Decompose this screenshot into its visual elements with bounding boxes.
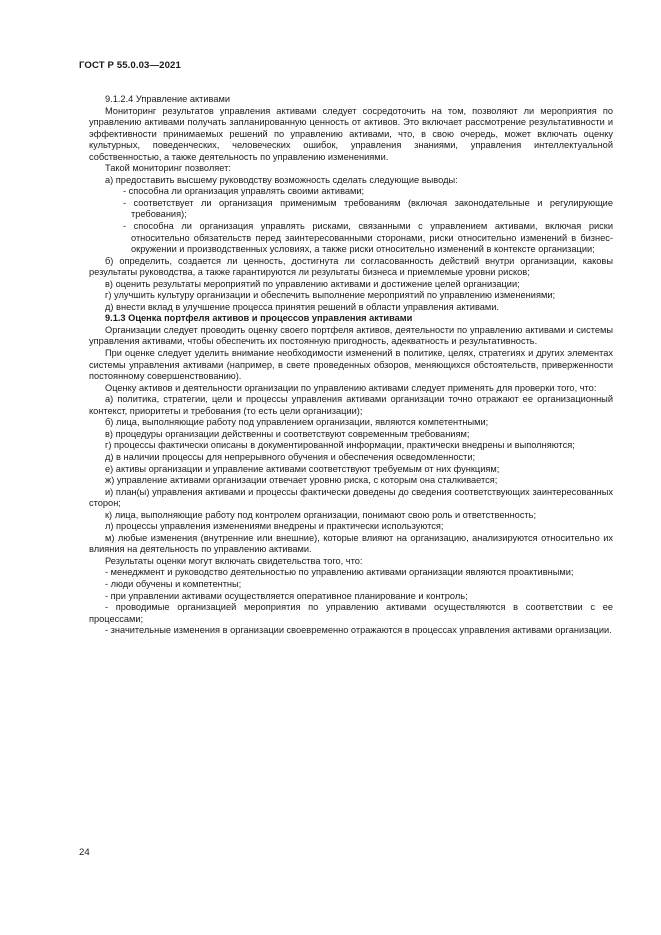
paragraph: е) активы организации и управление активами соответствуют требуемым от них функциям; (105, 463, 500, 474)
paragraph: - при управлении активами осуществляется оперативное планирование и контроль; (105, 590, 468, 601)
paragraph: м) любые изменения (внутренние или внешние), которые влияют на организацию, анализируются относительно их влияния на деятельность по управлению активами. (89, 532, 613, 555)
document-body (89, 94, 613, 637)
paragraph: а) предоставить высшему руководству возможность сделать следующие выводы: (105, 174, 458, 185)
paragraph: Оценку активов и деятельности организации по управлению активами следует применять для проверки того, что: (105, 382, 597, 393)
paragraph: и) план(ы) управления активами и процессы фактически доведены до сведения соответствующих заинтересованных сторон; (89, 486, 613, 509)
document-code-header: ГОСТ Р 55.0.03—2021 (79, 60, 181, 71)
paragraph: д) внести вклад в улучшение процесса принятия решений в области управления активами. (105, 301, 499, 312)
paragraph: д) в наличии процессы для непрерывного обучения и обеспечения осведомленности; (105, 451, 476, 462)
paragraph: г) процессы фактически описаны в документированной информации, практически внедрены и выполняются; (105, 440, 575, 451)
list-item: - способна ли организация управлять рисками, связанными с управлением активами, включая риски относительно обязательств перед заинтересованными сторонами, риски относительно изменений в бизнес-окружении и производственных условиях, а также риски относительно изменений в контексте организации; (123, 221, 613, 255)
list-item: - соответствует ли организация применимым требованиям (включая законодательные и регулирующие требования); (123, 197, 613, 220)
paragraph: - люди обучены и компетентны; (105, 578, 242, 589)
paragraph: - значительные изменения в организации своевременно отражаются в процессах управления активами организации. (105, 625, 612, 636)
paragraph: в) оценить результаты мероприятий по управлению активами и достижение целей организации; (105, 278, 520, 289)
paragraph: б) лица, выполняющие работу под управлением организации, являются компетентными; (105, 417, 489, 428)
paragraph: Результаты оценки могут включать свидетельства того, что: (105, 555, 363, 566)
page-number: 24 (79, 847, 90, 858)
paragraph: 9.1.2.4 Управление активами (105, 94, 231, 104)
paragraph: к) лица, выполняющие работу под контролем организации, понимают свою роль и ответственность; (105, 509, 537, 520)
paragraph: - менеджмент и руководство деятельностью по управлению активами организации являются проактивными; (105, 567, 574, 578)
section-heading: 9.1.3 Оценка портфеля активов и процессов управления активами (105, 313, 413, 324)
paragraph: Организации следует проводить оценку своего портфеля активов, деятельности по управлению активами и системы управления активами, чтобы обеспечить их постоянную пригодность, адекватность и результативность. (89, 324, 613, 347)
paragraph: б) определить, создается ли ценность, достигнута ли согласованность действий внутри организации, каковы результаты руководства, а также гарантируются ли результаты бизнеса и приемлемые уровни рисков; (89, 255, 613, 278)
paragraph: Такой мониторинг позволяет: (105, 163, 231, 174)
paragraph: г) улучшить культуру организации и обеспечить выполнение мероприятий по управлению изменениями; (105, 290, 556, 301)
list-item: - способна ли организация управлять своими активами; (123, 186, 365, 197)
paragraph: в) процедуры организации действенны и соответствуют современным требованиям; (105, 428, 470, 439)
paragraph: Мониторинг результатов управления активами следует сосредоточить на том, позволяют ли мероприятия по управлению активами получать запланированную ценность от активов. Это включает рассмотрение результативности и эффективности принимаемых решений по управлению активами, что, в свою очередь, может включать оценку культурных, поведенческих, человеческих ошибок, управления знаниями, управления интеллектуальной собственностью, а также деятельность по управлению изменениями. (89, 105, 613, 162)
paragraph: л) процессы управления изменениями внедрены и практически используются; (105, 521, 444, 532)
paragraph: ж) управление активами организации отвечает уровню риска, с которым она сталкивается; (105, 475, 498, 486)
paragraph: При оценке следует уделить внимание необходимости изменений в политике, целях, стратегиях и других элементах системы управления активами (например, в свете проведенных обзоров, меняющихся обстоятельств, приверженности постоянному совершенствованию). (89, 348, 613, 382)
paragraph: а) политика, стратегии, цели и процессы управления активами организации точно отражают ее организационный контекст, приоритеты и требования (то есть цели организации); (89, 394, 613, 416)
paragraph: - проводимые организацией мероприятия по управлению активами осуществляются в соответствии с ее процессами; (89, 602, 613, 624)
